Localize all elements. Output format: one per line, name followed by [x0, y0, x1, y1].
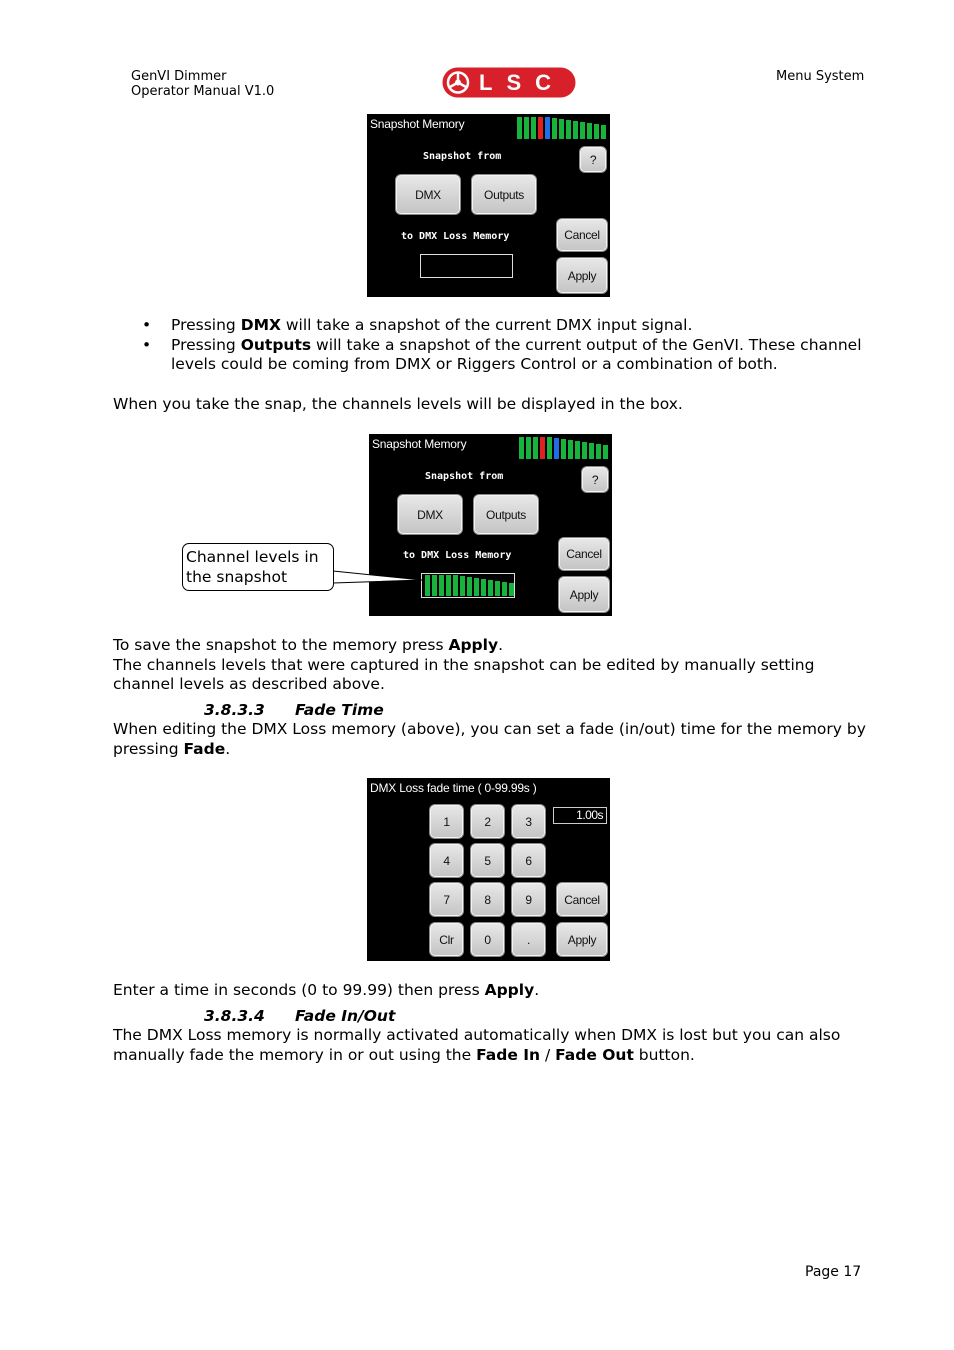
paragraph — [113, 636, 873, 695]
paragraph-text: The channels levels that were captured in the snapshot can be edited by manually setting channel levels as described above. — [113, 655, 815, 694]
callout-pointer — [330, 565, 425, 590]
meter-bar — [519, 437, 524, 459]
outputs-button[interactable]: Outputs — [471, 174, 537, 215]
paragraph — [113, 981, 873, 1001]
paragraph-text: . — [534, 981, 540, 999]
dmx-button[interactable]: DMX — [395, 174, 461, 215]
bullet-text: will take a snapshot of the current DMX input signal. — [280, 316, 693, 334]
keypad-key[interactable]: 5 — [470, 843, 505, 878]
meter-bar — [601, 125, 606, 139]
apply-button[interactable]: Apply — [556, 257, 608, 294]
meter-bar — [566, 120, 571, 139]
callout-line: the snapshot — [186, 567, 288, 586]
paragraph — [113, 720, 873, 759]
level-meter — [517, 117, 609, 139]
header-section: Menu System — [776, 69, 865, 84]
header-left — [131, 69, 274, 99]
meter-bar — [554, 438, 559, 459]
keypad-key[interactable]: 1 — [429, 804, 464, 839]
keypad-key[interactable]: 0 — [470, 922, 505, 957]
list-item — [113, 316, 873, 336]
cancel-button[interactable]: Cancel — [558, 537, 610, 571]
keypad-key[interactable]: 8 — [470, 882, 505, 917]
keypad-key[interactable]: 7 — [429, 882, 464, 917]
cancel-button[interactable]: Cancel — [556, 882, 608, 917]
meter-bar — [587, 123, 592, 139]
paragraph — [113, 1026, 873, 1065]
decimal-key[interactable]: . — [511, 922, 546, 957]
snapshot-from-label: Snapshot from — [425, 471, 504, 482]
screen-title: Snapshot Memory — [370, 117, 465, 131]
section-title: Fade Time — [295, 701, 384, 719]
section-heading — [204, 1007, 395, 1025]
snapshot-level-bar — [425, 575, 430, 596]
snapshot-from-label: Snapshot from — [423, 151, 502, 162]
apply-button[interactable]: Apply — [558, 576, 610, 613]
meter-bar — [589, 443, 594, 459]
paragraph-bold: Fade — [183, 739, 226, 758]
meter-bar — [526, 437, 531, 459]
fade-time-screen — [367, 778, 610, 961]
snapshot-level-box — [420, 254, 513, 278]
snapshot-level-bar — [432, 575, 437, 596]
meter-bar — [573, 121, 578, 139]
paragraph-text: Enter a time in seconds (0 to 99.99) then press — [113, 981, 485, 999]
snapshot-level-bar — [474, 578, 479, 596]
snapshot-level-bar — [502, 582, 507, 596]
snapshot-level-box — [421, 573, 515, 598]
meter-bar — [582, 442, 587, 459]
meter-bar — [545, 117, 550, 139]
bullet-text: Pressing — [171, 335, 241, 354]
meter-bar — [603, 445, 608, 459]
section-number: 3.8.3.3 — [204, 701, 265, 719]
header-product: GenVI Dimmer — [131, 69, 227, 84]
screen-title: DMX Loss fade time ( 0-99.99s ) — [370, 781, 537, 795]
cancel-button[interactable]: Cancel — [556, 218, 608, 252]
bullet-bold: DMX — [240, 316, 281, 334]
snapshot-level-bar — [495, 581, 500, 596]
callout-line: Channel levels in — [186, 548, 319, 566]
paragraph-text: The DMX Loss memory is normally activated automatically when DMX is lost but you can also manually fade the memory in or out using the — [113, 1026, 841, 1064]
bullet-bold: Outputs — [240, 335, 312, 354]
meter-bar — [568, 440, 573, 459]
snapshot-level-bar — [453, 575, 458, 596]
bullet-text: Pressing — [171, 316, 241, 334]
snapshot-level-bar — [439, 575, 444, 596]
to-dmx-loss-label: to DMX Loss Memory — [401, 231, 510, 242]
meter-bar — [531, 117, 536, 139]
meter-bar — [533, 437, 538, 459]
callout-box — [182, 543, 334, 591]
clear-key[interactable]: Clr — [429, 922, 464, 957]
list-item — [113, 336, 873, 375]
paragraph-text: . — [225, 739, 231, 758]
level-meter — [519, 437, 611, 459]
paragraph-bold: Apply — [484, 981, 535, 999]
meter-bar — [561, 439, 566, 459]
snapshot-screen-1 — [367, 114, 610, 297]
paragraph-text: button. — [633, 1045, 695, 1064]
lsc-logo — [442, 67, 576, 98]
meter-bar — [594, 124, 599, 139]
meter-bar — [538, 117, 543, 139]
meter-bar — [552, 118, 557, 139]
meter-bar — [596, 444, 601, 459]
paragraph-text: . — [498, 636, 504, 654]
snapshot-level-bar — [460, 576, 465, 596]
paragraph-text: When editing the DMX Loss memory (above), you can set a fade (in/out) time for the memory by pressing — [113, 720, 866, 758]
keypad-key[interactable]: 4 — [429, 843, 464, 878]
section-heading — [204, 701, 384, 719]
paragraph-bold: Fade In — [476, 1045, 541, 1064]
help-button[interactable]: ? — [579, 146, 607, 173]
keypad-key[interactable]: 6 — [511, 843, 546, 878]
page-number: Page 17 — [805, 1264, 862, 1280]
snapshot-level-bar — [488, 580, 493, 596]
bullet-text: will take a snapshot of the current output of the GenVI. These channel levels could be coming from DMX or Riggers Control or a combination of both. — [171, 335, 862, 374]
section-title: Fade In/Out — [295, 1007, 396, 1025]
keypad-key[interactable]: 9 — [511, 882, 546, 917]
apply-button[interactable]: Apply — [556, 922, 608, 957]
snapshot-level-bar — [446, 575, 451, 596]
snapshot-level-bar — [509, 583, 514, 596]
keypad-key[interactable]: 2 — [470, 804, 505, 839]
meter-bar — [580, 122, 585, 139]
dmx-button[interactable]: DMX — [397, 494, 463, 535]
meter-bar — [559, 119, 564, 139]
meter-bar — [575, 441, 580, 459]
snapshot-level-bar — [481, 579, 486, 596]
screen-title: Snapshot Memory — [372, 437, 467, 451]
meter-bar — [540, 437, 545, 459]
paragraph: When you take the snap, the channels levels will be displayed in the box. — [113, 395, 683, 413]
meter-bar — [517, 117, 522, 139]
bullet-list — [113, 316, 873, 375]
paragraph-bold: Apply — [448, 636, 499, 654]
logo-text: LSC — [479, 70, 565, 95]
section-number: 3.8.3.4 — [204, 1007, 265, 1025]
meter-bar — [547, 437, 552, 459]
paragraph-text: To save the snapshot to the memory press — [113, 636, 449, 654]
snapshot-level-bar — [467, 577, 472, 596]
lsc-logo-icon — [442, 67, 576, 98]
outputs-button[interactable]: Outputs — [473, 494, 539, 535]
meter-bar — [524, 117, 529, 139]
paragraph-text: / — [540, 1045, 556, 1064]
header-manual: Operator Manual V1.0 — [131, 84, 275, 99]
fade-time-readout: 1.00s — [553, 807, 607, 824]
paragraph-bold: Fade Out — [555, 1045, 634, 1064]
help-button[interactable]: ? — [581, 466, 609, 493]
to-dmx-loss-label: to DMX Loss Memory — [403, 550, 512, 561]
keypad-key[interactable]: 3 — [511, 804, 546, 839]
